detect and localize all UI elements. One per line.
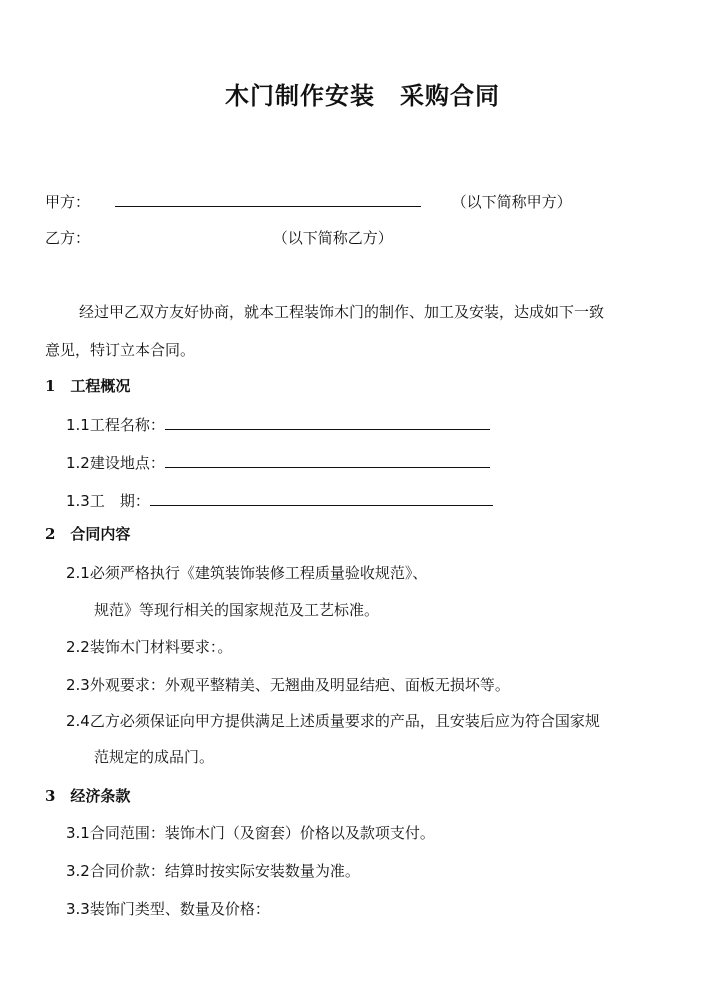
party-b-label: 乙方：	[45, 229, 91, 247]
item-1-3	[66, 489, 493, 511]
item-2-1-continuation: 规范》等现行相关的国家规范及工艺标准。	[94, 601, 380, 619]
item-3-1: 3.1合同范围：装饰木门（及窗套）价格以及款项支付。	[66, 824, 435, 842]
item-1-2-blank	[165, 451, 490, 468]
party-a-blank	[115, 190, 421, 207]
item-2-3: 2.3外观要求：外观平整精美、无翘曲及明显结疤、面板无损坏等。	[66, 676, 510, 694]
party-b-line	[45, 228, 393, 248]
item-1-1-blank	[165, 413, 490, 430]
item-1-1-label: 1.1工程名称：	[66, 416, 165, 434]
section-2-heading: 2 合同内容	[45, 525, 131, 543]
section-3-heading: 3 经济条款	[45, 787, 131, 805]
item-2-1: 2.1必须严格执行《建筑装饰装修工程质量验收规范》、	[66, 564, 428, 582]
party-a-line	[45, 190, 572, 212]
item-1-2	[66, 451, 490, 473]
item-2-2: 2.2装饰木门材料要求：。	[66, 638, 233, 656]
item-1-3-label: 1.3工 期：	[66, 492, 150, 510]
party-a-label: 甲方：	[45, 193, 91, 211]
section-1-heading: 1 工程概况	[45, 377, 131, 395]
item-1-2-label: 1.2建设地点：	[66, 454, 165, 472]
item-1-3-blank	[150, 489, 493, 506]
document-title: 木门制作安装 采购合同	[225, 81, 500, 110]
party-a-note: （以下简称甲方）	[451, 193, 572, 211]
item-3-3: 3.3装饰门类型、数量及价格：	[66, 900, 270, 918]
intro-line-1: 经过甲乙双方友好协商，就本工程装饰木门的制作、加工及安装，达成如下一致	[79, 303, 605, 321]
party-b-note: （以下简称乙方）	[272, 229, 393, 247]
intro-line-2: 意见，特订立本合同。	[45, 341, 196, 359]
item-3-2: 3.2合同价款：结算时按实际安装数量为准。	[66, 862, 360, 880]
item-1-1	[66, 413, 490, 435]
item-2-4-continuation: 范规定的成品门。	[94, 748, 215, 766]
item-2-4: 2.4乙方必须保证向甲方提供满足上述质量要求的产品，且安装后应为符合国家规	[66, 712, 600, 730]
